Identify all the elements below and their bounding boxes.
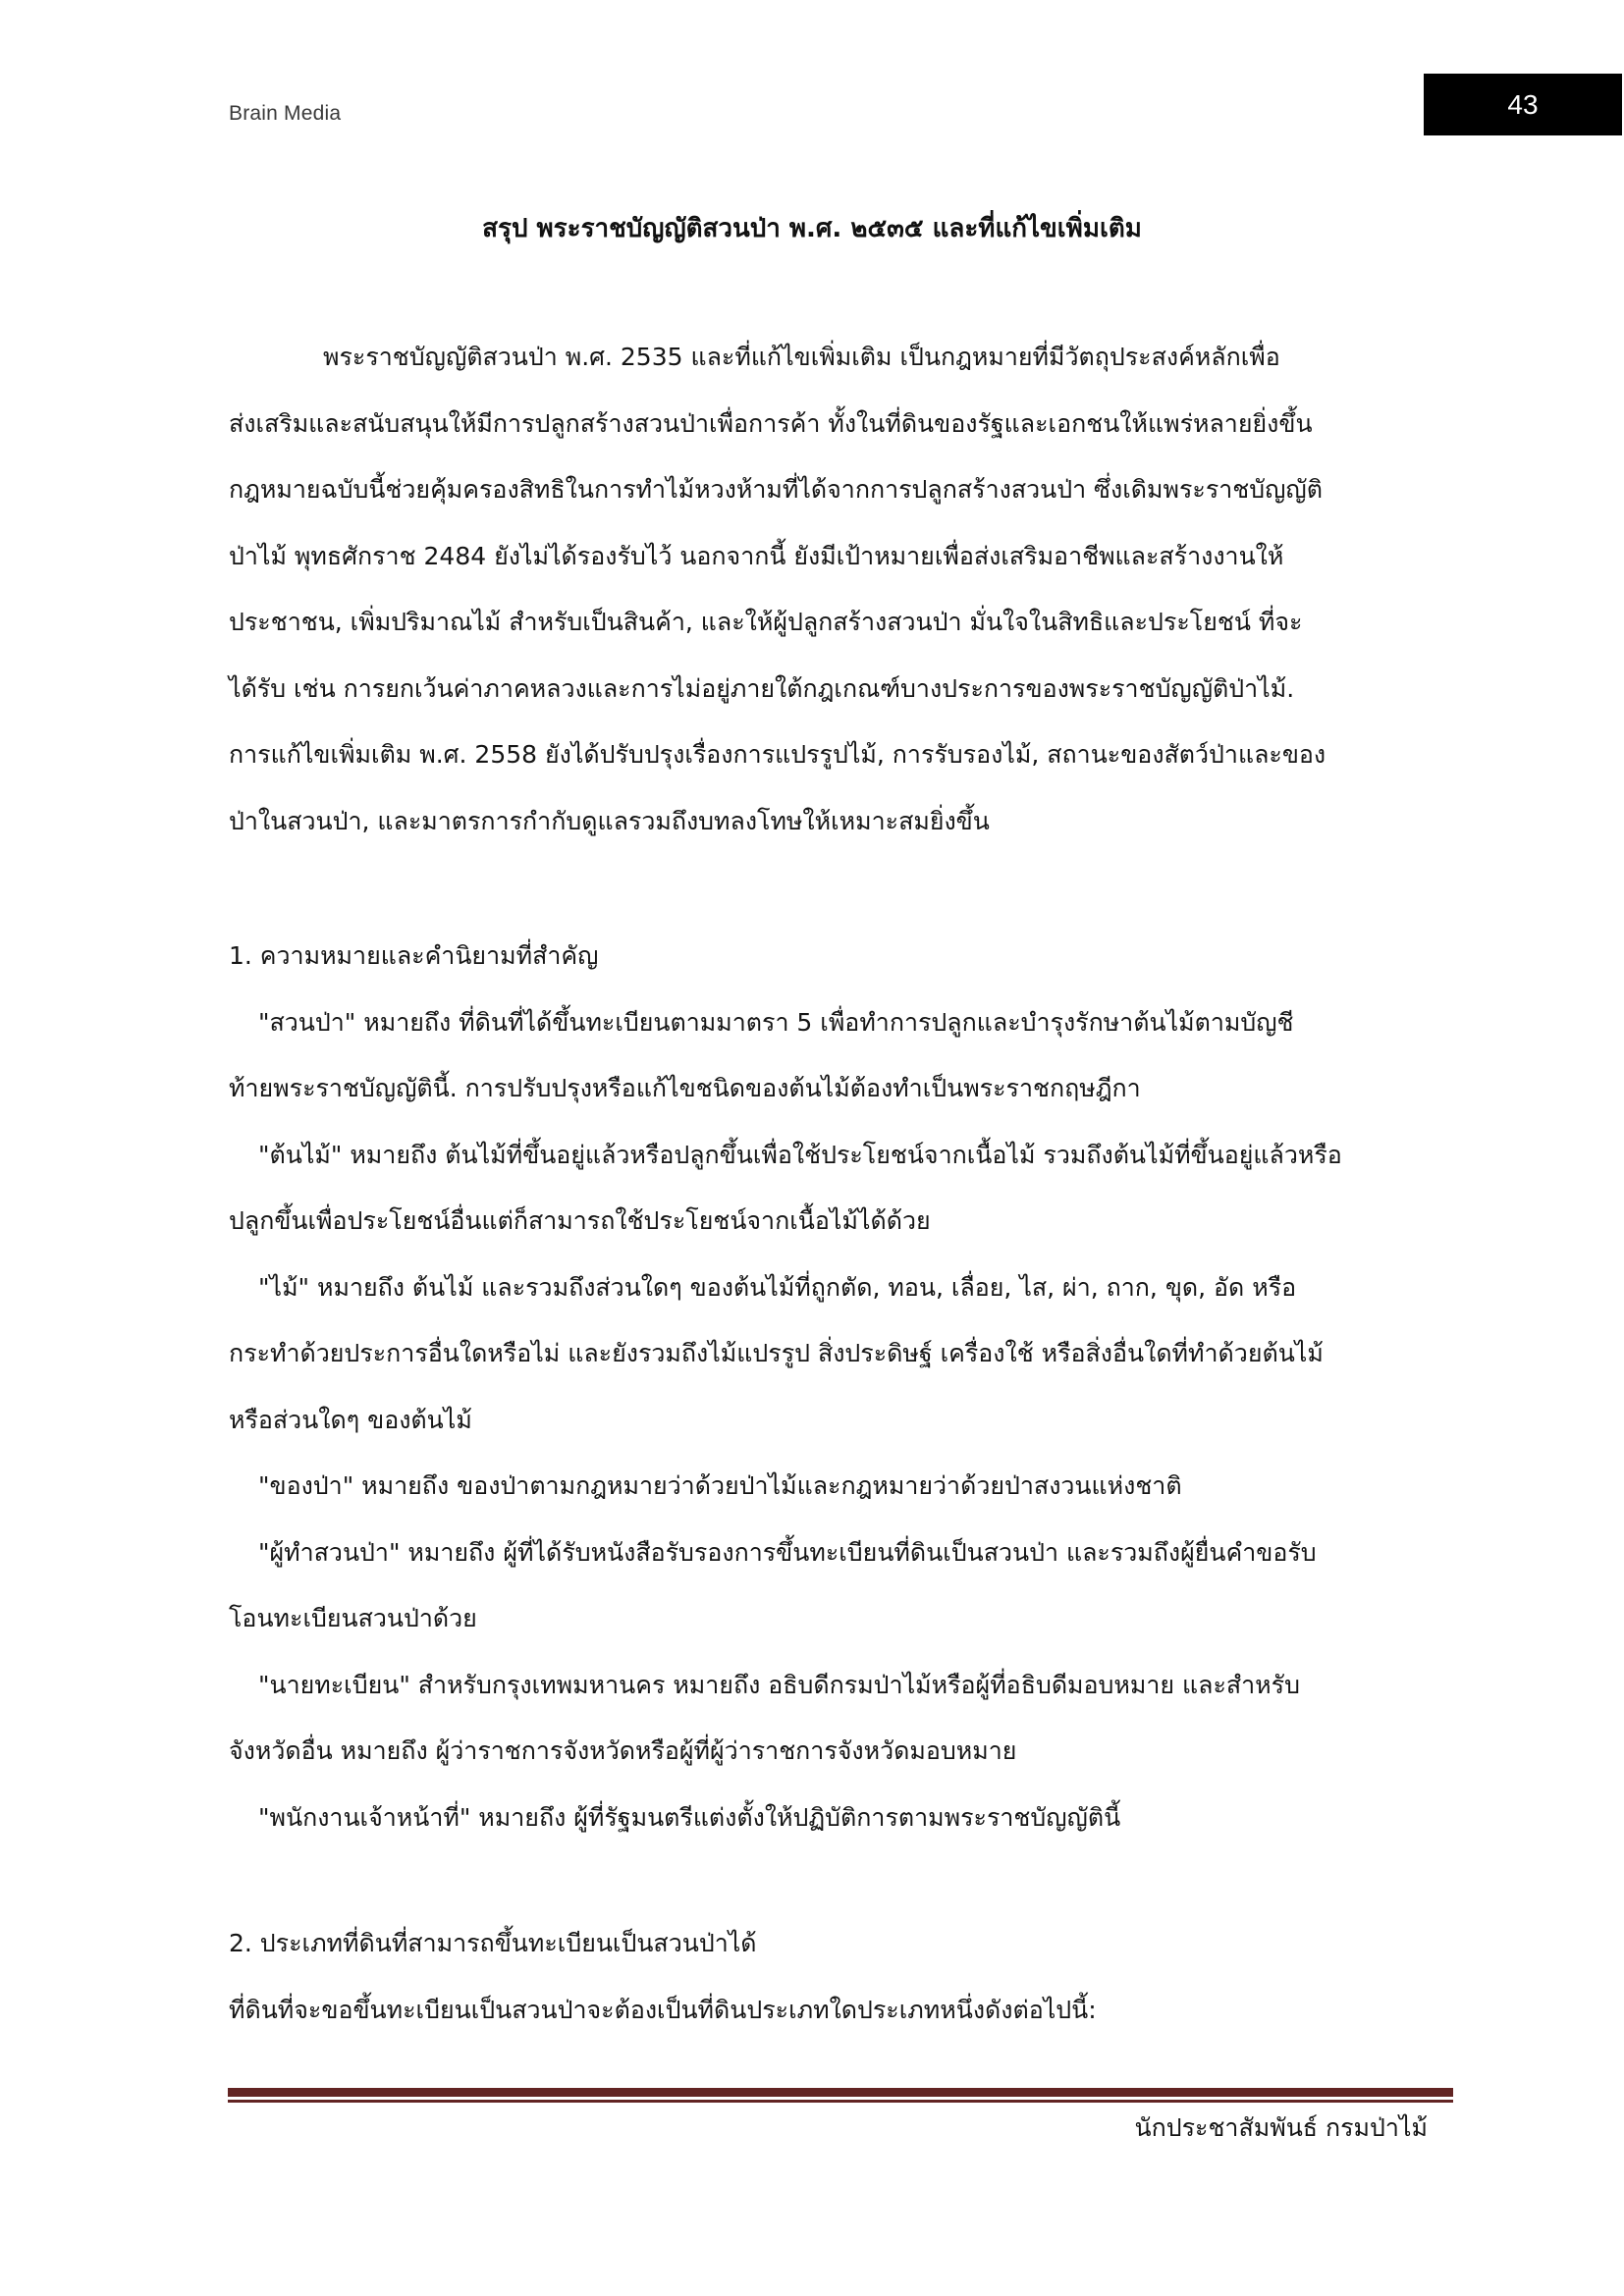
definition-suan-pa [229,989,1427,1122]
definition-ton-mai [229,1122,1427,1255]
document-title: สรุป พระราชบัญญัติสวนป่า พ.ศ. ๒๕๓๕ และที่แก้ไขเพิ่มเติม [482,214,1142,243]
intro-line: ป่าไม้ พุทธศักราช 2484 ยังไม่ได้รองรับไว้ นอกจากนี้ ยังมีเป้าหมายเพื่อส่งเสริมอาชีพและสร้างงานให้ [229,541,1284,570]
definition-line: ท้ายพระราชบัญญัตินี้. การปรับปรุงหรือแก้ไขชนิดของต้นไม้ต้องทำเป็นพระราชกฤษฎีกา [229,1074,1141,1102]
section-1-heading: 1. ความหมายและคำนิยามที่สำคัญ [229,941,599,970]
definition-line: โอนทะเบียนสวนป่าด้วย [229,1604,477,1632]
definition-line: "นายทะเบียน" สำหรับกรุงเทพมหานคร หมายถึง อธิบดีกรมป่าไม้หรือผู้ที่อธิบดีมอบหมาย และสำหรับ [258,1670,1300,1699]
definition-line: "ต้นไม้" หมายถึง ต้นไม้ที่ขึ้นอยู่แล้วหรือปลูกขึ้นเพื่อใช้ประโยชน์จากเนื้อไม้ รวมถึงต้นไม้ที่ขึ้นอยู่แล้วหรือ [258,1140,1342,1169]
definition-line: จังหวัดอื่น หมายถึง ผู้ว่าราชการจังหวัดหรือผู้ที่ผู้ว่าราชการจังหวัดมอบหมาย [229,1736,1017,1765]
definition-line: "สวนป่า" หมายถึง ที่ดินที่ได้ขึ้นทะเบียนตามมาตรา 5 เพื่อทำการปลูกและบำรุงรักษาต้นไม้ตามบัญชี [258,1007,1294,1037]
definition-line: "ผู้ทำสวนป่า" หมายถึง ผู้ที่ได้รับหนังสือรับรองการขึ้นทะเบียนที่ดินเป็นสวนป่า และรวมถึงผู้ยื่นคำขอรับ [258,1537,1317,1567]
definition-phu-tham-suan-pa [229,1520,1427,1652]
section-1 [229,923,1427,1850]
footer-organization: นักประชาสัมพันธ์ กรมป่าไม้ [1134,2113,1428,2142]
definition-phanakngan [229,1785,1427,1851]
section-2 [229,1910,1427,2043]
page-number: 43 [1507,88,1539,120]
definition-line: "ไม้" หมายถึง ต้นไม้ และรวมถึงส่วนใดๆ ของต้นไม้ที่ถูกตัด, ทอน, เลื่อย, ไส, ผ่า, ถาก, ขุด, อัด หรือ [258,1272,1297,1302]
publisher-name: Brain Media [229,102,342,125]
intro-line: ป่าในสวนป่า, และมาตรการกำกับดูแลรวมถึงบทลงโทษให้เหมาะสมยิ่งขึ้น [229,806,990,835]
definition-mai [229,1255,1427,1454]
intro-line: พระราชบัญญัติสวนป่า พ.ศ. 2535 และที่แก้ไขเพิ่มเติม เป็นกฎหมายที่มีวัตถุประสงค์หลักเพื่อ [323,343,1280,371]
definition-line: ปลูกขึ้นเพื่อประโยชน์อื่นแต่ก็สามารถใช้ประโยชน์จากเนื้อไม้ได้ด้วย [229,1206,931,1235]
intro-paragraph [229,324,1427,854]
intro-line: ส่งเสริมและสนับสนุนให้มีการปลูกสร้างสวนป่าเพื่อการค้า ทั้งในที่ดินของรัฐและเอกชนให้แพร่หลายยิ่งขึ้น [229,408,1313,438]
intro-line: กฎหมายฉบับนี้ช่วยคุ้มครองสิทธิในการทำไม้หวงห้ามที่ได้จากการปลูกสร้างสวนป่า ซึ่งเดิมพระราชบัญญัติ [229,475,1323,504]
definition-line: "พนักงานเจ้าหน้าที่" หมายถึง ผู้ที่รัฐมนตรีแต่งตั้งให้ปฏิบัติการตามพระราชบัญญัตินี้ [258,1802,1121,1832]
definition-line: หรือส่วนใดๆ ของต้นไม้ [229,1405,472,1434]
definition-khong-pa [229,1453,1427,1520]
definition-line: กระทำด้วยประการอื่นใดหรือไม่ และยังรวมถึงไม้แปรรูป สิ่งประดิษฐ์ เครื่องใช้ หรือสิ่งอื่นใดที่ทำด้วยต้นไม้ [229,1339,1324,1367]
section-2-heading: 2. ประเภทที่ดินที่สามารถขึ้นทะเบียนเป็นสวนป่าได้ [229,1929,757,1957]
footer-divider-thin [228,2100,1453,2103]
page-number-badge [1424,74,1622,135]
intro-line: การแก้ไขเพิ่มเติม พ.ศ. 2558 ยังได้ปรับปรุงเรื่องการแปรรูปไม้, การรับรองไม้, สถานะของสัตว์ป่าและของ [229,740,1326,769]
section-2-line: ที่ดินที่จะขอขึ้นทะเบียนเป็นสวนป่าจะต้องเป็นที่ดินประเภทใดประเภทหนึ่งดังต่อไปนี้: [229,1995,1097,2024]
definition-nai-tabian [229,1652,1427,1785]
intro-line: ได้รับ เช่น การยกเว้นค่าภาคหลวงและการไม่อยู่ภายใต้กฎเกณฑ์บางประการของพระราชบัญญัติป่าไม้. [229,673,1295,703]
footer-divider-thick [228,2088,1453,2097]
definition-line: "ของป่า" หมายถึง ของป่าตามกฎหมายว่าด้วยป่าไม้และกฎหมายว่าด้วยป่าสงวนแห่งชาติ [258,1471,1182,1500]
intro-line: ประชาชน, เพิ่มปริมาณไม้ สำหรับเป็นสินค้า, และให้ผู้ปลูกสร้างสวนป่า มั่นใจในสิทธิและประโยชน์ ที่จะ [229,608,1303,636]
